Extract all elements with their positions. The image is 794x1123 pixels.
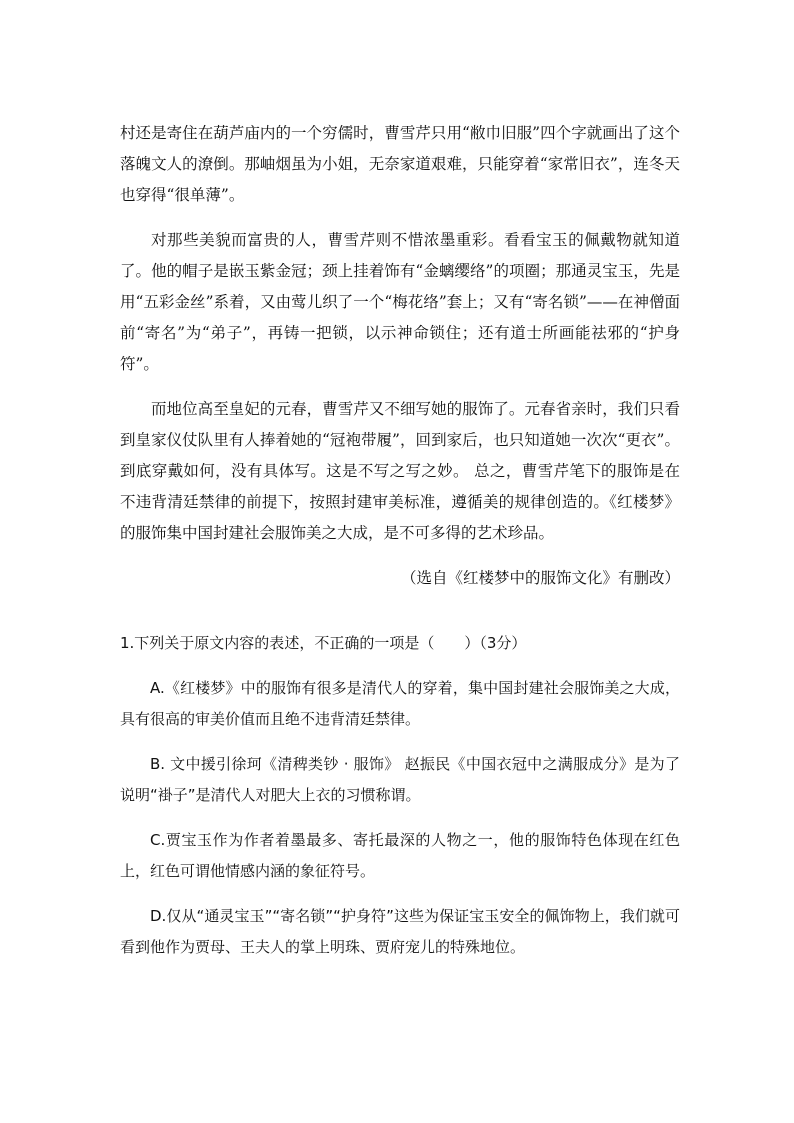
option-letter: B.: [150, 755, 166, 773]
question-1: [120, 628, 680, 977]
option-d: [120, 901, 680, 963]
option-c: [120, 825, 680, 887]
option-a: [120, 673, 680, 735]
option-letter: C.: [150, 831, 166, 849]
passage-paragraph-3: 而地位高至皇妃的元春，曹雪芹又不细写她的服饰了。元春省亲时，我们只看到皇家仪仗队里有人捧着她的“冠袍带履”，回到家后，也只知道她一次次“更衣”。到底穿戴如何，没有具体写。这是不写之写之妙。 总之，曹雪芹笔下的服饰是在不违背清廷禁律的前提下，按照封建审美标准，遵循美的规律创造的。《红楼梦》的服饰集中国封建社会服饰美之大成，是不可多得的艺术珍品。: [120, 400, 680, 542]
passage-paragraph-2: 对那些美貌而富贵的人，曹雪芹则不惜浓墨重彩。看看宝玉的佩戴物就知道了。他的帽子是嵌玉紫金冠；颈上挂着饰有“金螭缨络”的项圈；那通灵宝玉，先是用“五彩金丝”系着，又由莺儿织了一个“梅花络”套上；又有“寄名锁”——在神僧面前“寄名”为“弟子”，再铸一把锁，以示神命锁住；还有道士所画能祛邪的“护身符”。: [120, 231, 680, 373]
option-text: 贾宝玉作为作者着墨最多、寄托最深的人物之一，他的服饰特色体现在红色上，红色可谓他情感内涵的象征符号。: [120, 831, 680, 880]
option-b: [120, 749, 680, 811]
passage-paragraph-1: 村还是寄住在葫芦庙内的一个穷儒时，曹雪芹只用“敝巾旧服”四个字就画出了这个落魄文人的潦倒。那岫烟虽为小姐，无奈家道艰难，只能穿着“家常旧衣”，连冬天也穿得“很单薄”。: [120, 124, 680, 204]
option-text: 文中援引徐珂《清稗类钞 · 服饰》 赵振民《中国衣冠中之满服成分》是为了说明“褂子”是清代人对肥大上衣的习惯称谓。: [120, 755, 680, 804]
passage-source: （选自《红楼梦中的服饰文化》有删改）: [400, 569, 680, 587]
reading-passage: [120, 118, 680, 608]
option-letter: A.: [150, 679, 165, 697]
question-stem: 1.下列关于原文内容的表述，不正确的一项是（ ）（3分）: [120, 634, 527, 652]
option-text: 《红楼梦》中的服饰有很多是清代人的穿着，集中国封建社会服饰美之大成，具有很高的审美价值而且绝不违背清廷禁律。: [120, 679, 680, 728]
option-letter: D.: [150, 907, 167, 925]
option-text: 仅从“通灵宝玉”“寄名锁”“护身符”这些为保证宝玉安全的佩饰物上，我们就可看到他作为贾母、王夫人的掌上明珠、贾府宠儿的特殊地位。: [120, 907, 680, 956]
